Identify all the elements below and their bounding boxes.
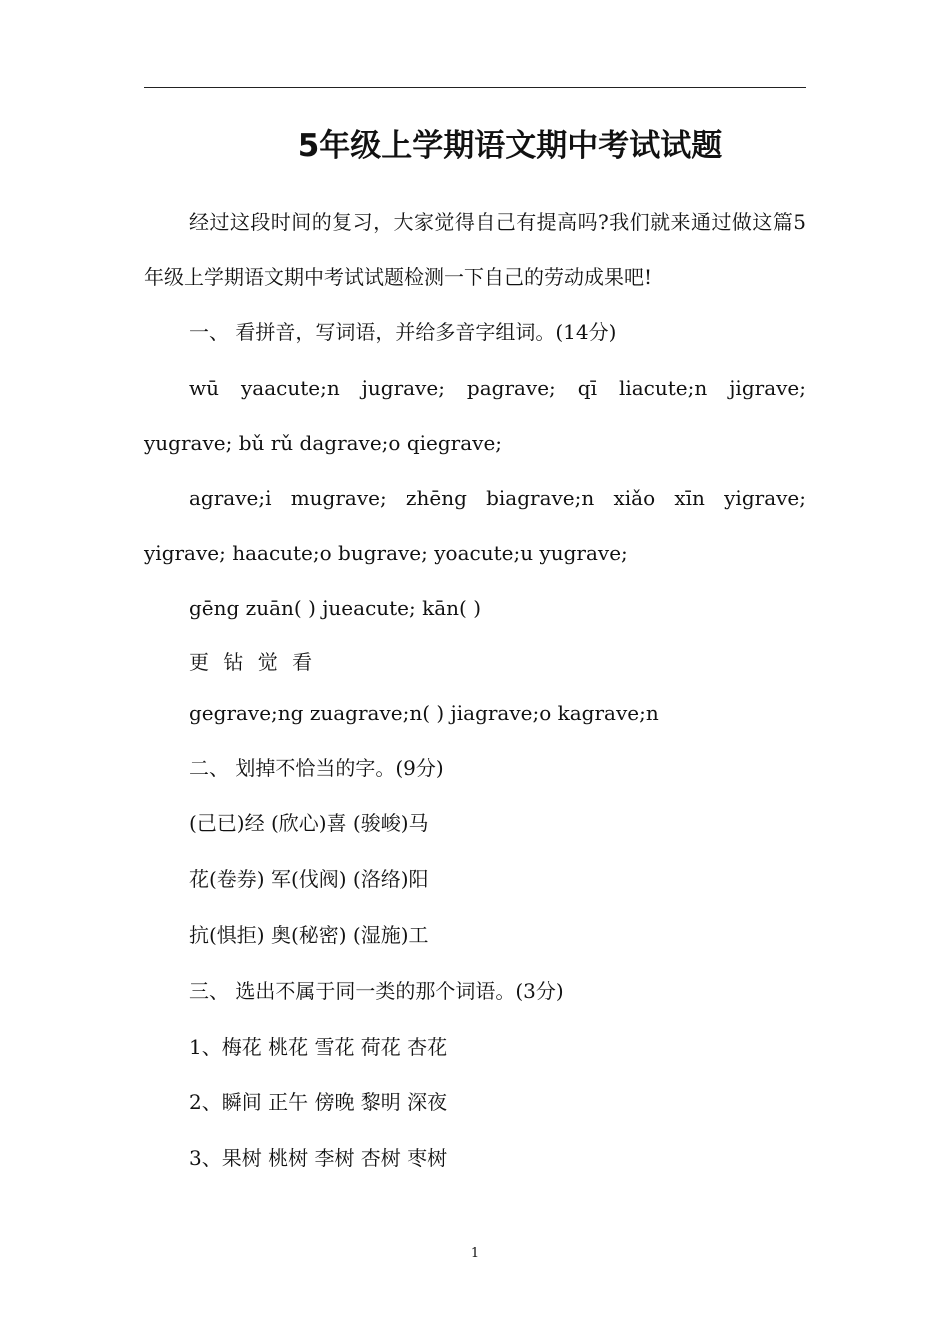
- section1-char-row: [144, 635, 806, 690]
- section3-row: 3、果树 桃树 李树 杏树 枣树: [189, 1146, 448, 1170]
- section1-pinyin-line4: gegrave;ng zuagrave;n( ) jiagrave;o kagrave;n: [189, 701, 659, 725]
- section2-row: (己已)经 (欣心)喜 (骏峻)马: [189, 811, 429, 835]
- char-item: 钻: [223, 650, 244, 674]
- char-item: 觉: [257, 650, 278, 674]
- header-rule: [144, 87, 806, 88]
- section2-row: 抗(惧拒) 奥(秘密) (湿施)工: [189, 923, 429, 947]
- char-item: 看: [292, 650, 313, 674]
- page-number: 1: [470, 1246, 480, 1261]
- char-item: 更: [189, 650, 209, 674]
- intro-paragraph: 经过这段时间的复习，大家觉得自己有提高吗?我们就来通过做这篇5年级上学期语文期中考试试题检测一下自己的劳动成果吧!: [144, 210, 806, 289]
- section3-heading: 三、 选出不属于同一类的那个词语。(3分): [189, 979, 564, 1003]
- section3-row: 1、梅花 桃花 雪花 荷花 杏花: [189, 1035, 448, 1059]
- section1-pinyin-line3: gēng zuān( ) jueacute; kān( ): [189, 596, 482, 620]
- section3-row: 2、瞬间 正午 傍晚 黎明 深夜: [189, 1090, 448, 1114]
- section2-heading: 二、 划掉不恰当的字。(9分): [189, 756, 444, 780]
- section1-pinyin-line1: wū yaacute;n jugrave; pagrave; qī liacute;n jigrave; yugrave; bǔ rǔ dagrave;o qiegrave;: [144, 376, 806, 455]
- page-title: 5年级上学期语文期中考试试题: [297, 128, 723, 164]
- section2-row: 花(卷券) 军(伐阀) (洛络)阳: [189, 867, 429, 891]
- section1-heading: 一、 看拼音，写词语，并给多音字组词。(14分): [189, 320, 617, 344]
- section1-pinyin-line2: agrave;i mugrave; zhēng biagrave;n xiǎo xīn yigrave; yigrave; haacute;o bugrave; yoacute;u yugrave;: [144, 486, 806, 565]
